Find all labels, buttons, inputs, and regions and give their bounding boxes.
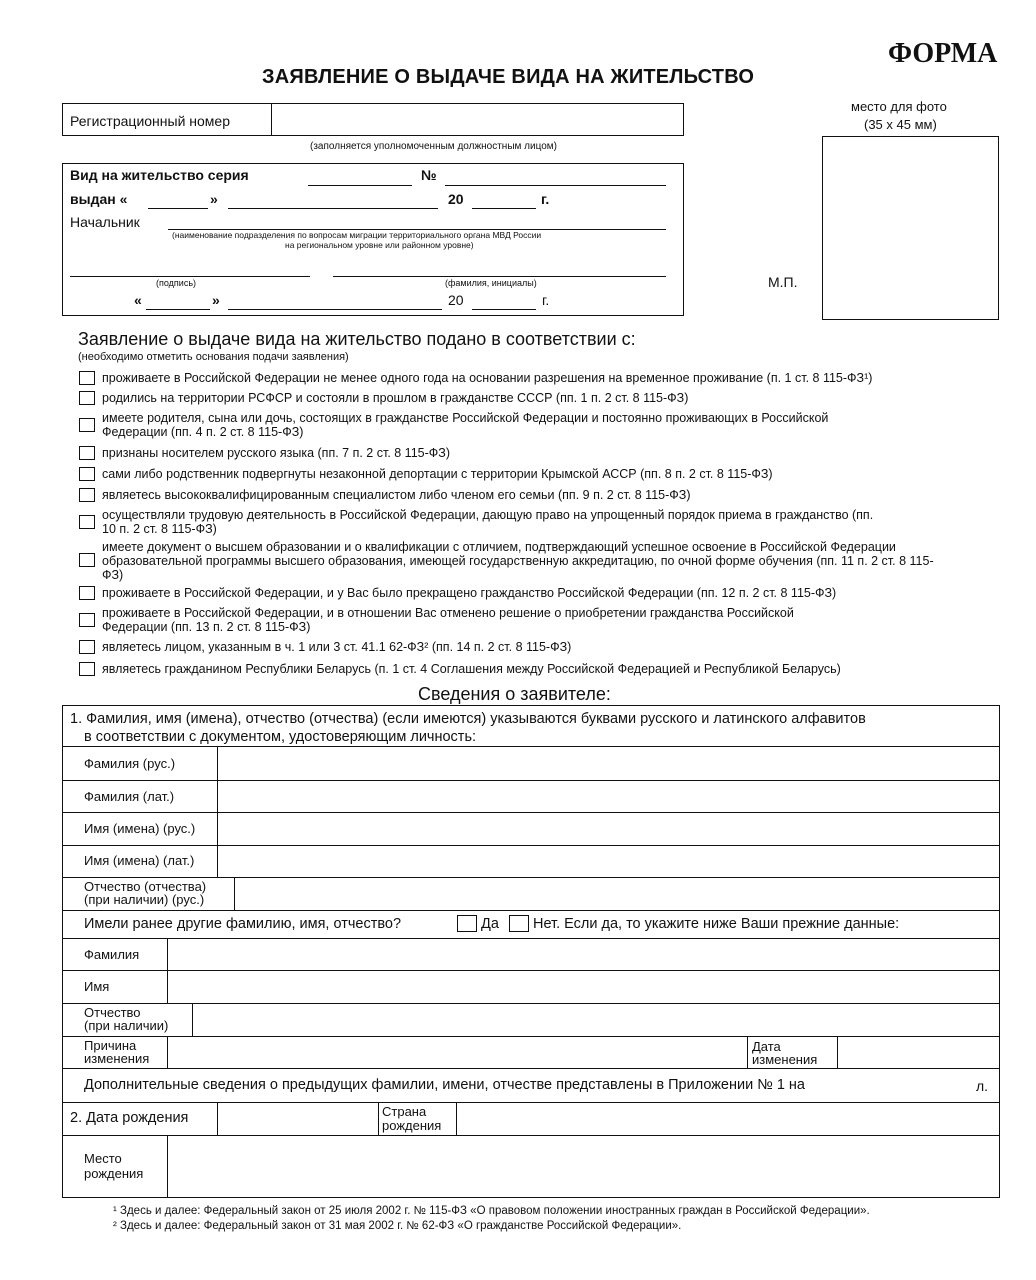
- birthplace-field[interactable]: [170, 1138, 997, 1196]
- ground-text-4: признаны носителем русского языка (пп. 7 п. 2 ст. 8 115-ФЗ): [102, 446, 450, 460]
- sign-month-field[interactable]: [228, 309, 442, 310]
- photo-box[interactable]: [822, 136, 999, 320]
- grounds-note: (необходимо отметить основания подачи заявления): [78, 351, 349, 363]
- date-quote-close: »: [212, 292, 220, 308]
- issued-month-field[interactable]: [228, 208, 438, 209]
- ground-text-6: являетесь высококвалифицированным специалистом либо членом его семьи (пп. 9 п. 2 ст. 8 115-ФЗ): [102, 488, 691, 502]
- ground-checkbox-8[interactable]: [79, 553, 95, 567]
- surname-lat-label: Фамилия (лат.): [84, 789, 175, 804]
- reason-label-1: Причина: [84, 1038, 137, 1053]
- issued-year-suffix: г.: [541, 191, 550, 207]
- head-label: Начальник: [70, 214, 140, 230]
- ground-checkbox-1[interactable]: [79, 371, 95, 385]
- prev-yes-label: Да: [481, 916, 499, 932]
- signature-field[interactable]: [70, 276, 310, 277]
- ground-checkbox-7[interactable]: [79, 515, 95, 529]
- change-date-label-2: изменения: [752, 1052, 818, 1067]
- prev-no-checkbox[interactable]: [509, 915, 529, 932]
- name-lat-label: Имя (имена) (лат.): [84, 853, 195, 868]
- prev-patronymic-label-1: Отчество: [84, 1005, 141, 1020]
- prev-yes-checkbox[interactable]: [457, 915, 477, 932]
- surname-rus-field[interactable]: [220, 749, 997, 778]
- prev-patronymic-field[interactable]: [195, 1006, 997, 1034]
- official-name-note: (фамилия, инициалы): [445, 278, 537, 288]
- reason-field[interactable]: [170, 1039, 745, 1066]
- birthplace-label-1: Место: [84, 1151, 122, 1166]
- footnote-2: ² Здесь и далее: Федеральный закон от 31 мая 2002 г. № 62-ФЗ «О гражданстве Российской Федерации».: [113, 1220, 682, 1232]
- change-date-field[interactable]: [840, 1039, 997, 1066]
- photo-label: место для фото: [851, 99, 947, 114]
- reason-label-2: изменения: [84, 1051, 150, 1066]
- patronymic-label-1: Отчество (отчества): [84, 879, 207, 894]
- page-title: ЗАЯВЛЕНИЕ О ВЫДАЧЕ ВИДА НА ЖИТЕЛЬСТВО: [262, 66, 755, 88]
- head-note-1: (наименование подразделения по вопросам миграции территориального органа МВД России: [172, 230, 542, 240]
- issued-quote-close: »: [210, 191, 218, 207]
- prev-name-label: Имя: [84, 979, 110, 994]
- prev-patronymic-label-2: (при наличии): [84, 1018, 169, 1033]
- sign-year-suffix: г.: [542, 292, 550, 308]
- registration-note: (заполняется уполномоченным должностным лицом): [310, 141, 557, 152]
- photo-size-label: (35 х 45 мм): [864, 117, 937, 132]
- surname-rus-label: Фамилия (рус.): [84, 756, 176, 771]
- registration-label: Регистрационный номер: [70, 113, 230, 129]
- ground-text-8: имеете документ о высшем образовании и о квалификации с отличием, подтверждающий успешное освоение в Российской Федерации образовательной программы высшего образования, имеющей государственную аккредитацию, по очной форме обучения (пп. 11 п. 2 ст. 8 115-ФЗ): [102, 540, 934, 582]
- date-quote-open: «: [134, 292, 142, 308]
- footnote-1: ¹ Здесь и далее: Федеральный закон от 25 июля 2002 г. № 115-ФЗ «О правовом положении иностранных граждан в Российской Федерации».: [113, 1205, 870, 1217]
- ground-checkbox-12[interactable]: [79, 662, 95, 676]
- official-name-field[interactable]: [333, 276, 666, 277]
- form-label: ФОРМА: [888, 38, 998, 69]
- ground-text-3: имеете родителя, сына или дочь, состоящих в гражданстве Российской Федерации и постоянно проживающих в Российской Федерации (пп. 4 п. 2 ст. 8 115-ФЗ): [102, 411, 829, 439]
- section1-heading-2: в соответствии с документом, удостоверяющим личность:: [84, 729, 477, 745]
- birthplace-label-2: рождения: [84, 1166, 144, 1181]
- ground-text-11: являетесь лицом, указанным в ч. 1 или 3 ст. 41.1 62-ФЗ² (пп. 14 п. 2 ст. 8 115-ФЗ): [102, 640, 572, 654]
- registration-number-field[interactable]: [280, 111, 675, 131]
- name-rus-label: Имя (имена) (рус.): [84, 821, 196, 836]
- ground-text-9: проживаете в Российской Федерации, и у Вас было прекращено гражданство Российской Федерации (пп. 12 п. 2 ст. 8 115-ФЗ): [102, 586, 837, 600]
- issued-year-field[interactable]: [472, 208, 536, 209]
- ground-checkbox-4[interactable]: [79, 446, 95, 460]
- applicant-title: Сведения о заявителе:: [418, 684, 611, 704]
- series-label: Вид на жительство серия: [70, 167, 249, 183]
- section1-heading-1: 1. Фамилия, имя (имена), отчество (отчества) (если имеются) указываются буквами русского и латинского алфавитов: [70, 711, 866, 727]
- ground-checkbox-10[interactable]: [79, 613, 95, 627]
- series-field[interactable]: [308, 185, 412, 186]
- head-note-2: на региональном уровне или районном уровне): [285, 240, 474, 250]
- ground-text-1: проживаете в Российской Федерации не менее одного года на основании разрешения на временное проживание (п. 1 ст. 8 115-ФЗ¹): [102, 371, 873, 385]
- ground-checkbox-9[interactable]: [79, 586, 95, 600]
- issued-day-field[interactable]: [148, 208, 208, 209]
- signature-note: (подпись): [156, 278, 197, 288]
- additional-sheets-field[interactable]: [922, 1074, 972, 1096]
- sign-year-field[interactable]: [472, 309, 536, 310]
- issued-label: выдан «: [70, 191, 128, 207]
- patronymic-label-2: (при наличии) (рус.): [84, 892, 205, 907]
- additional-suffix: л.: [976, 1078, 989, 1094]
- grounds-title: Заявление о выдаче вида на жительство подано в соответствии с:: [78, 329, 636, 349]
- ground-text-10: проживаете в Российской Федерации, и в отношении Вас отменено решение о приобретении гражданства Российской Федерации (пп. 13 п. 2 ст. 8 115-ФЗ): [102, 606, 794, 634]
- birth-country-field[interactable]: [459, 1105, 997, 1133]
- birth-country-label-2: рождения: [382, 1118, 442, 1133]
- sign-day-field[interactable]: [146, 309, 210, 310]
- prev-name-field[interactable]: [170, 973, 997, 1001]
- number-label: №: [421, 167, 437, 183]
- stamp-place-label: М.П.: [768, 274, 798, 290]
- name-rus-field[interactable]: [220, 815, 997, 843]
- birthdate-field[interactable]: [220, 1105, 376, 1133]
- ground-checkbox-6[interactable]: [79, 488, 95, 502]
- prev-no-label: Нет. Если да, то укажите ниже Ваши прежние данные:: [533, 916, 900, 932]
- prev-names-question: Имели ранее другие фамилию, имя, отчество?: [84, 916, 402, 932]
- change-date-label-1: Дата: [752, 1039, 781, 1054]
- ground-checkbox-3[interactable]: [79, 418, 95, 432]
- name-lat-field[interactable]: [220, 848, 997, 875]
- ground-text-2: родились на территории РСФСР и состояли в прошлом в гражданстве СССР (пп. 1 п. 2 ст. 8 115-ФЗ): [102, 391, 689, 405]
- additional-info: Дополнительные сведения о предыдущих фамилии, имени, отчестве представлены в Приложении № 1 на: [84, 1077, 805, 1093]
- issued-year-prefix: 20: [448, 191, 464, 207]
- birth-country-label-1: Страна: [382, 1104, 427, 1119]
- surname-lat-field[interactable]: [220, 783, 997, 810]
- patronymic-field[interactable]: [237, 880, 997, 908]
- ground-text-12: являетесь гражданином Республики Беларусь (п. 1 ст. 4 Соглашения между Российской Федерацией и Республикой Беларусь): [102, 662, 841, 676]
- prev-surname-field[interactable]: [170, 941, 997, 968]
- birthdate-label: 2. Дата рождения: [70, 1110, 189, 1126]
- ground-text-5: сами либо родственник подвергнуты незаконной депортации с территории Крымской АССР (пп. 8 п. 2 ст. 8 115-ФЗ): [102, 467, 773, 481]
- number-field[interactable]: [445, 185, 666, 186]
- ground-checkbox-2[interactable]: [79, 391, 95, 405]
- ground-checkbox-11[interactable]: [79, 640, 95, 654]
- sign-year-prefix: 20: [448, 292, 464, 308]
- ground-checkbox-5[interactable]: [79, 467, 95, 481]
- prev-surname-label: Фамилия: [84, 947, 140, 962]
- ground-text-7: осуществляли трудовую деятельность в Российской Федерации, дающую право на упрощенный порядок приема в гражданство (пп. 10 п. 2 ст. 8 115-ФЗ): [102, 508, 874, 536]
